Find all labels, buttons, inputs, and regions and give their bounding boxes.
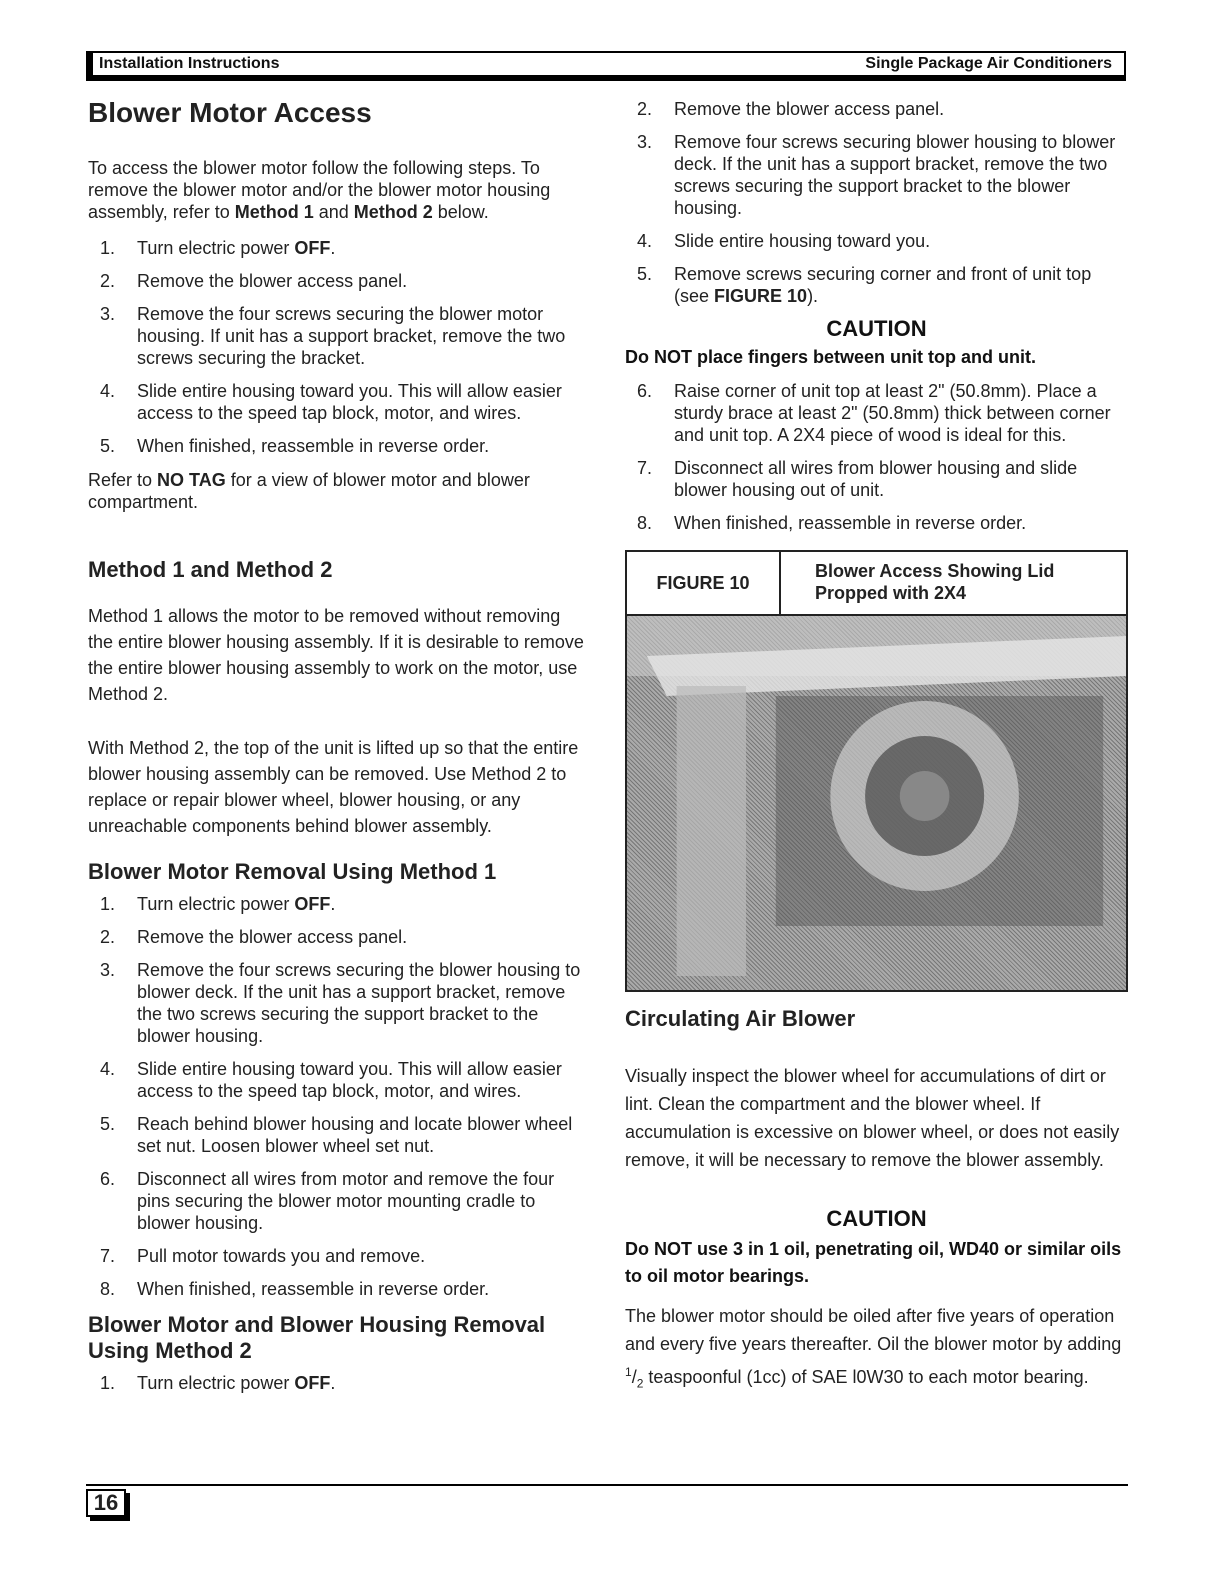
- step-number: 6.: [637, 381, 653, 401]
- caution-heading-2: CAUTION: [826, 1206, 927, 1231]
- step-text: Disconnect all wires from motor and remove the four pins securing the blower motor mounting cradle to blower housing.: [137, 1169, 555, 1233]
- step-number: 8.: [637, 513, 653, 533]
- method2-steps-continued: [625, 98, 1128, 307]
- method1-steps: [88, 893, 590, 1300]
- step-number: 4.: [100, 381, 116, 401]
- list-item: [88, 1058, 590, 1102]
- step-number: 3.: [637, 132, 653, 152]
- figure-caption: Blower Access Showing Lid Propped with 2X4: [815, 561, 1055, 603]
- section-title: Blower Motor Access: [88, 97, 372, 128]
- step-text: Turn electric power OFF.: [137, 238, 336, 258]
- step-text: Slide entire housing toward you. This will allow easier access to the speed tap block, motor, and wires.: [137, 381, 562, 423]
- step-text: Pull motor towards you and remove.: [137, 1246, 426, 1266]
- list-item: [88, 435, 590, 457]
- step-number: 2.: [637, 99, 653, 119]
- step-number: 3.: [100, 960, 116, 980]
- left-column: [88, 95, 590, 1406]
- step-number: 5.: [637, 264, 653, 284]
- step-text: Remove the blower access panel.: [137, 927, 408, 947]
- list-item: [625, 98, 1128, 120]
- method-heading: Method 1 and Method 2: [88, 557, 333, 582]
- blower-photo: [625, 616, 1128, 992]
- step-number: 5.: [100, 1114, 116, 1134]
- circulating-air-heading: Circulating Air Blower: [625, 1006, 856, 1031]
- list-item: [625, 131, 1128, 219]
- list-item: [625, 457, 1128, 501]
- step-number: 4.: [637, 231, 653, 251]
- page-header: [86, 51, 1126, 77]
- list-item: [88, 237, 590, 259]
- step-number: 8.: [100, 1279, 116, 1299]
- caution-text: Do NOT place fingers between unit top and unit.: [625, 347, 1037, 367]
- step-number: 6.: [100, 1169, 116, 1189]
- method-paragraph-2: With Method 2, the top of the unit is lifted up so that the entire blower housing assembly can be removed. Use Method 2 to replace or repair blower wheel, blower housing, or any unreachable components behind blower assembly.: [88, 738, 579, 836]
- footer-rule: [86, 1484, 1128, 1486]
- step-number: 4.: [100, 1059, 116, 1079]
- step-number: 1.: [100, 1373, 116, 1393]
- list-item: [625, 512, 1128, 534]
- list-item: [88, 270, 590, 292]
- step-text: Turn electric power OFF.: [137, 894, 336, 914]
- list-item: [88, 1168, 590, 1234]
- header-right: Single Package Air Conditioners: [865, 55, 1112, 72]
- step-number: 1.: [100, 238, 116, 258]
- list-item: [88, 1372, 590, 1394]
- caution-text-2: Do NOT use 3 in 1 oil, penetrating oil, WD40 or similar oils to oil motor bearings.: [625, 1239, 1122, 1286]
- list-item: [88, 959, 590, 1047]
- method2-steps-final: [625, 380, 1128, 534]
- page-number: 16: [86, 1489, 126, 1517]
- step-text: When finished, reassemble in reverse order.: [137, 436, 490, 456]
- step-text: When finished, reassemble in reverse order.: [674, 513, 1027, 533]
- step-number: 2.: [100, 927, 116, 947]
- method-paragraph-1: Method 1 allows the motor to be removed without removing the entire blower housing assembly. If it is desirable to remove the entire blower housing assembly to work on the motor, use Method 2.: [88, 606, 584, 704]
- list-item: [88, 303, 590, 369]
- oil-paragraph: The blower motor should be oiled after five years of operation and every five years thereafter. Oil the blower motor by adding $^1/_2$ teaspoonful (1cc) of SAE l0W30 to each motor bearing.: [625, 1306, 1122, 1391]
- header-left: Installation Instructions: [99, 55, 280, 72]
- step-text: Remove screws securing corner and front of unit top (see FIGURE 10).: [674, 264, 1092, 306]
- refer-paragraph: Refer to NO TAG for a view of blower motor and blower compartment.: [88, 470, 530, 512]
- step-number: 2.: [100, 271, 116, 291]
- method2-heading: Blower Motor and Blower Housing Removal Using Method 2: [88, 1312, 546, 1363]
- step-number: 5.: [100, 436, 116, 456]
- step-text: Remove four screws securing blower housing to blower deck. If the unit has a support bracket, remove the two screws securing the support bracket to the blower housing.: [674, 132, 1116, 218]
- step-text: Remove the four screws securing the blower motor housing. If unit has a support bracket, remove the two screws securing the bracket.: [137, 304, 566, 368]
- step-text: Slide entire housing toward you. This will allow easier access to the speed tap block, motor, and wires.: [137, 1059, 562, 1101]
- step-text: Remove the four screws securing the blower housing to blower deck. If the unit has a support bracket, remove the two screws securing the support bracket to the blower housing.: [137, 960, 581, 1046]
- step-text: When finished, reassemble in reverse order.: [137, 1279, 490, 1299]
- step-text: Raise corner of unit top at least 2" (50.8mm). Place a sturdy brace at least 2" (50.8mm) thick between corner and unit top. A 2X4 piece of wood is ideal for this.: [674, 381, 1111, 445]
- figure-header: [625, 550, 1128, 616]
- step-text: Remove the blower access panel.: [674, 99, 945, 119]
- step-text: Remove the blower access panel.: [137, 271, 408, 291]
- right-column: [625, 98, 1128, 1412]
- intro-paragraph: To access the blower motor follow the following steps. To remove the blower motor and/or the blower motor housing assembly, refer to Method 1 and Method 2 below.: [88, 158, 551, 222]
- method2-steps: [88, 1372, 590, 1394]
- list-item: [625, 230, 1128, 252]
- step-text: Disconnect all wires from blower housing and slide blower housing out of unit.: [674, 458, 1078, 500]
- step-number: 1.: [100, 894, 116, 914]
- step-number: 3.: [100, 304, 116, 324]
- step-text: Turn electric power OFF.: [137, 1373, 336, 1393]
- caution-heading: CAUTION: [826, 316, 927, 341]
- method1-heading: Blower Motor Removal Using Method 1: [88, 859, 497, 884]
- list-item: [88, 1245, 590, 1267]
- access-steps: [88, 237, 590, 457]
- step-number: 7.: [100, 1246, 116, 1266]
- list-item: [88, 1278, 590, 1300]
- blower-photo-illustration: [627, 616, 1126, 990]
- step-text: Reach behind blower housing and locate blower wheel set nut. Loosen blower wheel set nut.: [137, 1114, 573, 1156]
- step-number: 7.: [637, 458, 653, 478]
- figure-label: FIGURE 10: [627, 552, 781, 614]
- step-text: Slide entire housing toward you.: [674, 231, 931, 251]
- list-item: [625, 380, 1128, 446]
- list-item: [88, 1113, 590, 1157]
- list-item: [88, 926, 590, 948]
- list-item: [625, 263, 1128, 307]
- circulating-air-paragraph: Visually inspect the blower wheel for accumulations of dirt or lint. Clean the compartment and the blower wheel. If accumulation is excessive on blower wheel, or does not easily remove, it will be necessary to remove the blower assembly.: [625, 1066, 1120, 1170]
- list-item: [88, 380, 590, 424]
- list-item: [88, 893, 590, 915]
